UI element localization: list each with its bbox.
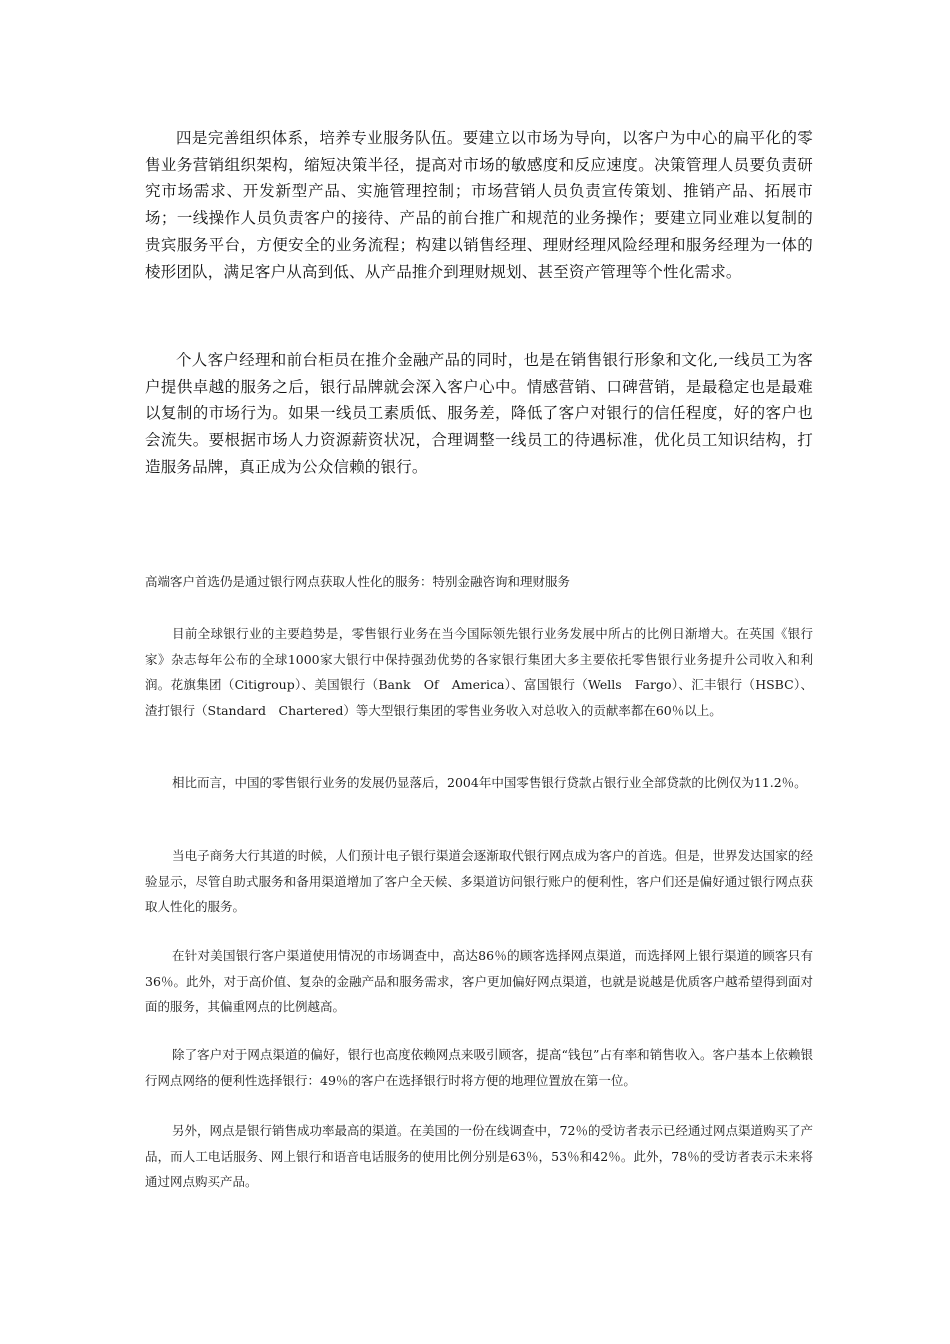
paragraph-sales-channel: 另外，网点是银行销售成功率最高的渠道。在美国的一份在线调查中，72％的受访者表示已经通过网点渠道购买了产品，而人工电话服务、网上银行和语音电话服务的使用比例分别是63％，53％和42％。此外，78％的受访者表示未来将通过网点购买产品。	[145, 1123, 813, 1189]
paragraph-branch-preference: 除了客户对于网点渠道的偏好，银行也高度依赖网点来吸引顾客，提高“钱包”占有率和销售收入。客户基本上依赖银行网点网络的便利性选择银行：49％的客户在选择银行时将方便的地理位置放在第一位。	[145, 1047, 813, 1088]
document-page	[145, 0, 813, 1344]
paragraph-organization-system: 四是完善组织体系，培养专业服务队伍。要建立以市场为导向，以客户为中心的扁平化的零售业务营销组织架构，缩短决策半径，提高对市场的敏感度和反应速度。决策管理人员要负责研究市场需求、开发新型产品、实施管理控制；市场营销人员负责宣传策划、推销产品、拓展市场；一线操作人员负责客户的接待、产品的前台推广和规范的业务操作；要建立同业难以复制的贵宾服务平台，方便安全的业务流程；构建以销售经理、理财经理风险经理和服务经理为一体的棱形团队，满足客户从高到低、从产品推介到理财规划、甚至资产管理等个性化需求。	[145, 129, 813, 281]
paragraph-global-trend: 目前全球银行业的主要趋势是，零售银行业务在当今国际领先银行业务发展中所占的比例日渐增大。在英国《银行家》杂志每年公布的全球1000家大银行中保持强劲优势的各家银行集团大多主要依托零售银行业务提升公司收入和利润。花旗集团（Citigroup）、美国银行（Bank Of America）、富国银行（Wells Fargo）、汇丰银行（HSBC）、渣打银行（Standard Chartered）等大型银行集团的零售业务收入对总收入的贡献率都在60％以上。	[145, 626, 813, 718]
paragraph-customer-manager: 个人客户经理和前台柜员在推介金融产品的同时，也是在销售银行形象和文化,一线员工为客户提供卓越的服务之后，银行品牌就会深入客户心中。情感营销、口碑营销，是最稳定也是最难以复制的市场行为。如果一线员工素质低、服务差，降低了客户对银行的信任程度，好的客户也会流失。要根据市场人力资源薪资状况，合理调整一线员工的待遇标准，优化员工知识结构，打造服务品牌，真正成为公众信赖的银行。	[145, 351, 813, 476]
paragraph-china-comparison: 相比而言，中国的零售银行业务的发展仍显落后，2004年中国零售银行贷款占银行业全部贷款的比例仅为11.2％。	[172, 775, 807, 790]
section-heading: 高端客户首选仍是通过银行网点获取人性化的服务：特别金融咨询和理财服务	[145, 574, 571, 589]
paragraph-us-survey: 在针对美国银行客户渠道使用情况的市场调查中，高达86％的顾客选择网点渠道，而选择网上银行渠道的顾客只有36％。此外，对于高价值、复杂的金融产品和服务需求，客户更加偏好网点渠道，也就是说越是优质客户越希望得到面对面的服务，其偏重网点的比例越高。	[145, 948, 813, 1014]
paragraph-ecommerce: 当电子商务大行其道的时候，人们预计电子银行渠道会逐渐取代银行网点成为客户的首选。但是，世界发达国家的经验显示，尽管自助式服务和备用渠道增加了客户全天候、多渠道访问银行账户的便利性，客户们还是偏好通过银行网点获取人性化的服务。	[145, 848, 813, 914]
